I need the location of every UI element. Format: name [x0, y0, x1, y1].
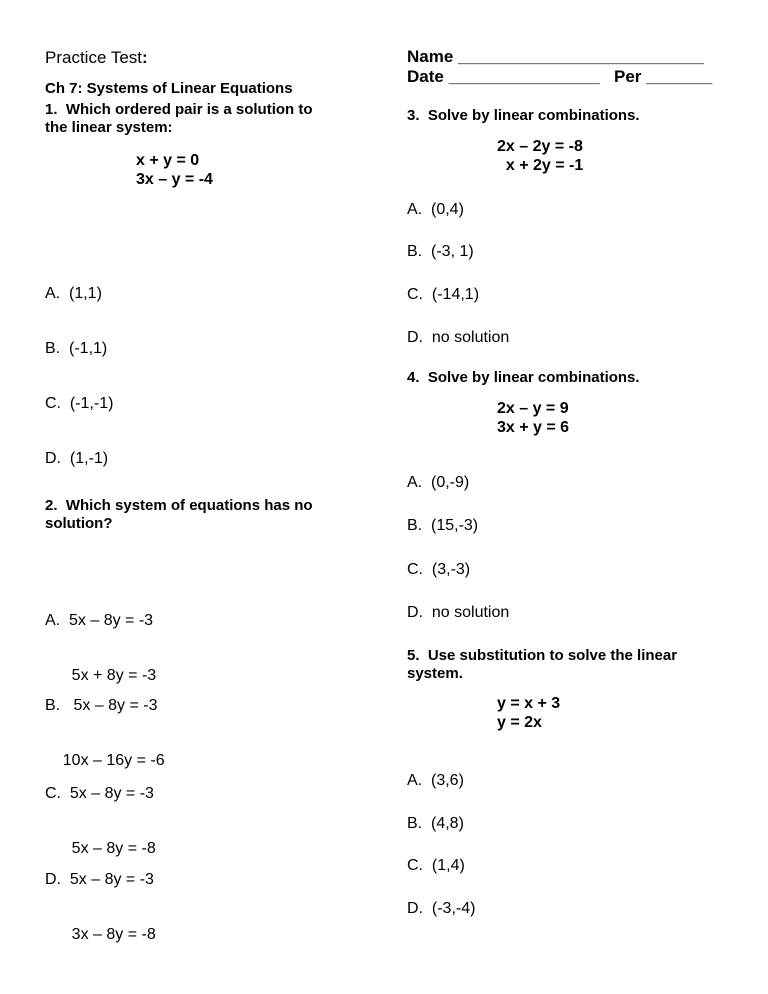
- q3-choice-c[interactable]: C. (-14,1): [407, 286, 480, 303]
- chapter-heading: Ch 7: Systems of Linear Equations: [45, 80, 293, 97]
- q1-prompt-line1: 1. Which ordered pair is a solution to: [45, 101, 313, 118]
- q5-choice-b[interactable]: B. (4,8): [407, 815, 464, 832]
- q2-choice-c-line2: 5x – 8y = -8: [45, 839, 156, 857]
- q2-choice-b-line1: B. 5x – 8y = -3: [45, 696, 158, 714]
- q2-prompt-line2: solution?: [45, 515, 113, 532]
- title-colon: :: [142, 48, 148, 67]
- date-per-field[interactable]: Date ________________ Per _______: [407, 67, 713, 86]
- q1-choice-b[interactable]: B. (-1,1): [45, 340, 108, 357]
- q5-prompt-line1: 5. Use substitution to solve the linear: [407, 647, 678, 664]
- q2-choice-d-line1: D. 5x – 8y = -3: [45, 870, 154, 888]
- q4-choice-b[interactable]: B. (15,-3): [407, 517, 479, 534]
- q5-choice-a[interactable]: A. (3,6): [407, 772, 464, 789]
- q1-choice-c[interactable]: C. (-1,-1): [45, 395, 114, 412]
- q2-choice-a-line2: 5x + 8y = -3: [45, 666, 157, 684]
- q4-prompt: 4. Solve by linear combinations.: [407, 369, 640, 386]
- q5-equation-2: y = 2x: [497, 714, 542, 731]
- q4-choice-d[interactable]: D. no solution: [407, 604, 510, 621]
- q5-choice-c[interactable]: C. (1,4): [407, 857, 465, 874]
- q3-choice-b[interactable]: B. (-3, 1): [407, 243, 474, 260]
- q4-choice-a[interactable]: A. (0,-9): [407, 474, 470, 491]
- title-text: Practice Test: [45, 48, 143, 67]
- q2-choice-a-line1: A. 5x – 8y = -3: [45, 611, 154, 629]
- q3-equation-1: 2x – 2y = -8: [497, 138, 583, 155]
- q3-choice-d[interactable]: D. no solution: [407, 329, 510, 346]
- q4-equation-2: 3x + y = 6: [497, 419, 570, 436]
- q2-choice-d[interactable]: [45, 834, 156, 963]
- q3-equation-2: x + 2y = -1: [497, 157, 584, 174]
- q1-equation-2: 3x – y = -4: [136, 171, 213, 188]
- q1-prompt-line2: the linear system:: [45, 119, 173, 136]
- q5-choice-d[interactable]: D. (-3,-4): [407, 900, 476, 917]
- q2-choice-d-line2: 3x – 8y = -8: [45, 925, 156, 943]
- q2-prompt-line1: 2. Which system of equations has no: [45, 497, 313, 514]
- q2-choice-c-line1: C. 5x – 8y = -3: [45, 784, 154, 802]
- q3-prompt: 3. Solve by linear combinations.: [407, 107, 640, 124]
- q5-prompt-line2: system.: [407, 665, 463, 682]
- q5-equation-1: y = x + 3: [497, 695, 561, 712]
- q1-equation-1: x + y = 0: [136, 152, 200, 169]
- q3-choice-a[interactable]: A. (0,4): [407, 201, 464, 218]
- name-field[interactable]: Name __________________________: [407, 47, 704, 66]
- q1-choice-a[interactable]: A. (1,1): [45, 285, 102, 302]
- q4-choice-c[interactable]: C. (3,-3): [407, 561, 471, 578]
- page-title: [45, 48, 148, 68]
- q4-equation-1: 2x – y = 9: [497, 400, 569, 417]
- q1-choice-d[interactable]: D. (1,-1): [45, 450, 109, 467]
- q2-choice-b-line2: 10x – 16y = -6: [45, 751, 165, 769]
